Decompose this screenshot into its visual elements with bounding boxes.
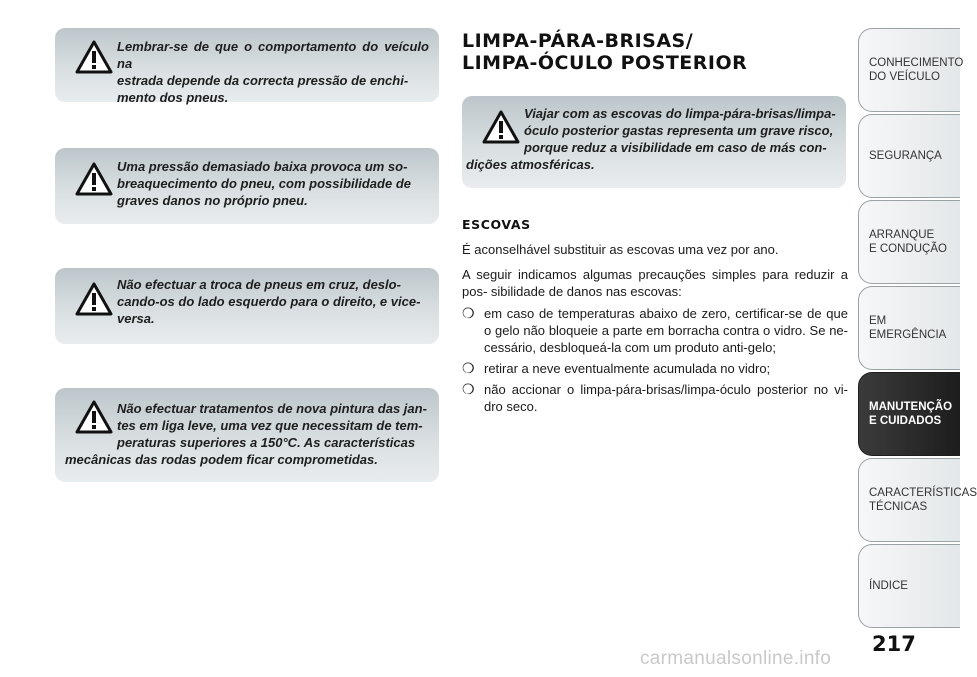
tab-label: ARRANQUE E CONDUÇÃO: [869, 229, 947, 255]
warning-line: tes em liga leve, uma vez que necessitam de tem-: [117, 418, 423, 433]
bullet-circle-icon: ❍: [462, 305, 475, 321]
list-item: [462, 305, 848, 356]
page-title: [462, 30, 747, 74]
warning-triangle-icon: [75, 282, 113, 316]
tab-label: SEGURANÇA: [869, 150, 942, 162]
warning-line: Não efectuar a troca de pneus em cruz, deslo-: [117, 277, 401, 292]
warning-line: graves danos no próprio pneu.: [117, 193, 308, 208]
warning-line: Uma pressão demasiado baixa provoca um so-: [117, 159, 408, 174]
tab-caracteristicas[interactable]: [858, 458, 977, 542]
warning-line: estrada depende da correcta pressão de enchi-: [117, 73, 409, 88]
tab-emergencia[interactable]: [858, 286, 960, 370]
warning-line: cando-os do lado esquerdo para o direito, e vice-: [117, 294, 421, 309]
warning-triangle-icon: [482, 110, 520, 144]
warning-line: mento dos pneus.: [117, 90, 229, 105]
paragraph: A seguir indicamos algumas precauções simples para reduzir a pos- sibilidade de danos nas escovas:: [462, 267, 848, 299]
list-item-text: em caso de temperaturas abaixo de zero, certificar-se de que o gelo não bloqueie a parte em borracha contra o vidro. Se ne- cessário, desbloqueá-la com um produto anti-gelo;: [484, 306, 848, 355]
warning-line: Viajar com as escovas do limpa-pára-brisas/limpa-: [524, 106, 836, 121]
tab-label: EM EMERGÊNCIA: [869, 315, 947, 341]
warning-line: peraturas superiores a 150°C. As características: [117, 435, 416, 450]
warning-line: Lembrar-se de que o comportamento do veículo na: [117, 39, 429, 71]
tab-label: MANUTENÇÃO E CUIDADOS: [869, 401, 953, 427]
warning-box-tyre-swap: [55, 268, 439, 344]
watermark: carmanualsonline.info: [640, 648, 832, 669]
warning-line: breaquecimento do pneu, com possibilidade de: [117, 176, 411, 191]
paragraph: É aconselhável substituir as escovas uma vez por ano.: [462, 242, 779, 257]
tab-seguranca[interactable]: [858, 114, 960, 198]
list-item-text: não accionar o limpa-pára-brisas/limpa-óculo posterior no vi- dro seco.: [484, 382, 848, 414]
list-item: [462, 381, 848, 415]
warning-line: dições atmosféricas.: [466, 157, 595, 172]
warning-triangle-icon: [75, 162, 113, 196]
bullet-list: [462, 305, 848, 419]
tab-label: CARACTERÍSTICAS TÉCNICAS: [869, 487, 977, 513]
warning-line: porque reduz a visibilidade em caso de más con-: [524, 140, 827, 155]
list-item: [462, 360, 848, 377]
title-line-2: LIMPA-ÓCULO POSTERIOR: [462, 52, 748, 74]
tab-label: ÍNDICE: [869, 580, 908, 592]
page-number: 217: [872, 632, 916, 656]
bullet-circle-icon: ❍: [462, 381, 475, 397]
warning-line: mecânicas das rodas podem ficar comprometidas.: [65, 452, 378, 467]
warning-box-wipers: [462, 96, 846, 188]
title-line-1: LIMPA-PÁRA-BRISAS/: [462, 30, 694, 52]
tab-indice[interactable]: [858, 544, 960, 628]
bullet-circle-icon: ❍: [462, 360, 475, 376]
tab-arranque[interactable]: [858, 200, 960, 284]
tab-conhecimento[interactable]: [858, 28, 964, 112]
warning-box-pressure: [55, 28, 439, 105]
warning-line: Não efectuar tratamentos de nova pintura das jan-: [117, 401, 427, 416]
warning-triangle-icon: [75, 400, 113, 434]
list-item-text: retirar a neve eventualmente acumulada no vidro;: [484, 361, 771, 376]
warning-triangle-icon: [75, 40, 113, 74]
warning-line: versa.: [117, 311, 155, 326]
warning-line: óculo posterior gastas representa um grave risco,: [524, 123, 834, 138]
warning-box-painting: [55, 388, 439, 482]
warning-box-low-pressure: [55, 148, 439, 224]
section-heading: ESCOVAS: [462, 217, 531, 232]
tab-manutencao[interactable]: [858, 372, 960, 456]
tab-label: CONHECIMENTO DO VEÍCULO: [869, 57, 964, 83]
